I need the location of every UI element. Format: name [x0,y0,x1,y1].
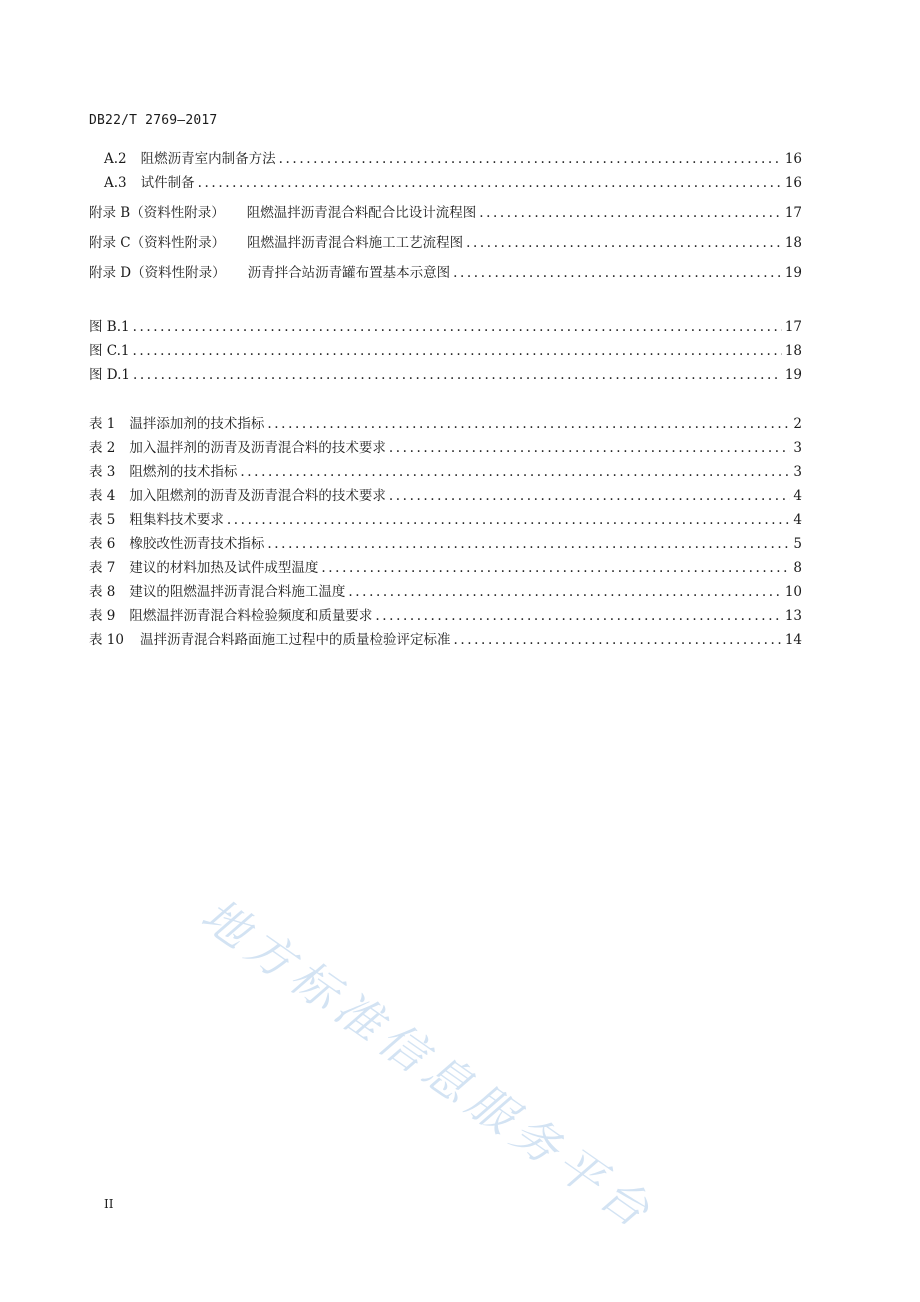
toc-table-1[interactable] [89,415,802,433]
toc-leader-dots [453,631,781,649]
toc-leader-dots [198,174,782,192]
toc-entry-title: 阻燃温拌沥青混合料配合比设计流程图 [246,205,477,221]
toc-leader-dots [133,342,782,360]
toc-entry-appendix-c[interactable] [89,234,802,252]
toc-table-8[interactable] [89,583,802,601]
toc-entry-page: 13 [784,608,802,624]
toc-table-9[interactable] [89,607,802,625]
toc-entry-number: 表 5 [89,512,116,528]
toc-leader-dots [389,487,791,505]
toc-entry-number: 表 8 [89,584,116,600]
toc-entry-number: 表 3 [89,464,116,480]
toc-entry-number: 表 9 [89,608,116,624]
toc-entry-page: 19 [784,265,802,281]
toc-entry-number: A.3 [104,175,127,191]
toc-entry-page: 4 [793,512,802,528]
toc-entry-number: 表 4 [89,488,116,504]
toc-entry-title: 阻燃沥青室内制备方法 [140,151,276,167]
toc-entry-title: 温拌添加剂的技术指标 [129,416,265,432]
toc-leader-dots [133,366,782,384]
toc-entry-page: 18 [784,235,802,251]
toc-entry-page: 18 [784,343,802,359]
toc-entry-page: 17 [784,319,802,335]
toc-entry-title: 加入温拌剂的沥青及沥青混合料的技术要求 [129,440,386,456]
toc-leader-dots [267,415,790,433]
toc-figure-b1[interactable] [89,318,802,336]
toc-entry-page: 8 [793,560,802,576]
toc-leader-dots [267,535,790,553]
toc-entry-page: 5 [793,536,802,552]
toc-entry-number: 图 D.1 [89,367,131,383]
toc-entry-a2[interactable] [104,150,802,168]
toc-entry-page: 10 [784,584,802,600]
toc-entry-number: 附录 D（资料性附录） [89,265,226,281]
toc-entry-appendix-d[interactable] [89,264,802,282]
toc-figure-d1[interactable] [89,366,802,384]
toc-entry-number: 表 6 [89,536,116,552]
toc-leader-dots [375,607,781,625]
toc-table-5[interactable] [89,511,802,529]
toc-entry-number: A.2 [104,151,127,167]
toc-leader-dots [348,583,781,601]
toc-entry-title: 阻燃温拌沥青混合料检验频度和质量要求 [129,608,373,624]
toc-entry-title: 温拌沥青混合料路面施工过程中的质量检验评定标准 [139,632,451,648]
toc-entry-title: 沥青拌合站沥青罐布置基本示意图 [247,265,451,281]
page-header-code: DB22/T 2769—2017 [89,113,218,128]
toc-table-6[interactable] [89,535,802,553]
toc-entry-number: 表 10 [89,632,124,648]
toc-entry-page: 2 [793,416,802,432]
toc-leader-dots [453,264,782,282]
toc-entry-number: 表 7 [89,560,116,576]
toc-entry-page: 14 [784,632,802,648]
toc-entry-page: 3 [793,440,802,456]
toc-leader-dots [321,559,790,577]
toc-figure-c1[interactable] [89,342,802,360]
toc-entry-appendix-b[interactable] [89,204,802,222]
toc-entry-number: 表 2 [89,440,116,456]
toc-table-7[interactable] [89,559,802,577]
toc-leader-dots [240,463,790,481]
toc-entry-title: 加入阻燃剂的沥青及沥青混合料的技术要求 [129,488,386,504]
toc-table-4[interactable] [89,487,802,505]
toc-leader-dots [389,439,791,457]
page-number: II [104,1197,114,1211]
toc-entry-title: 建议的材料加热及试件成型温度 [129,560,319,576]
toc-entry-page: 3 [793,464,802,480]
toc-leader-dots [133,318,782,336]
toc-table-2[interactable] [89,439,802,457]
watermark: 地方标准信息服务平台 [191,887,666,1242]
toc-leader-dots [479,204,782,222]
toc-entry-page: 19 [784,367,802,383]
toc-leader-dots [466,234,782,252]
toc-entry-title: 阻燃剂的技术指标 [129,464,238,480]
toc-entry-number: 图 B.1 [89,319,130,335]
toc-entry-page: 17 [784,205,802,221]
toc-entry-title: 阻燃温拌沥青混合料施工工艺流程图 [247,235,464,251]
toc-entry-number: 附录 C（资料性附录） [89,235,226,251]
toc-table-10[interactable] [89,631,802,649]
toc-entry-title: 粗集料技术要求 [129,512,224,528]
toc-entry-page: 16 [784,151,802,167]
toc-entry-page: 16 [784,175,802,191]
toc-leader-dots [279,150,782,168]
toc-leader-dots [227,511,791,529]
toc-entry-a3[interactable] [104,174,802,192]
toc-entry-number: 附录 B（资料性附录） [89,205,225,221]
toc-table-3[interactable] [89,463,802,481]
toc-entry-title: 建议的阻燃温拌沥青混合料施工温度 [129,584,346,600]
toc-entry-page: 4 [793,488,802,504]
toc-entry-title: 橡胶改性沥青技术指标 [129,536,265,552]
toc-entry-number: 图 C.1 [89,343,130,359]
toc-entry-title: 试件制备 [140,175,195,191]
toc-entry-number: 表 1 [89,416,116,432]
